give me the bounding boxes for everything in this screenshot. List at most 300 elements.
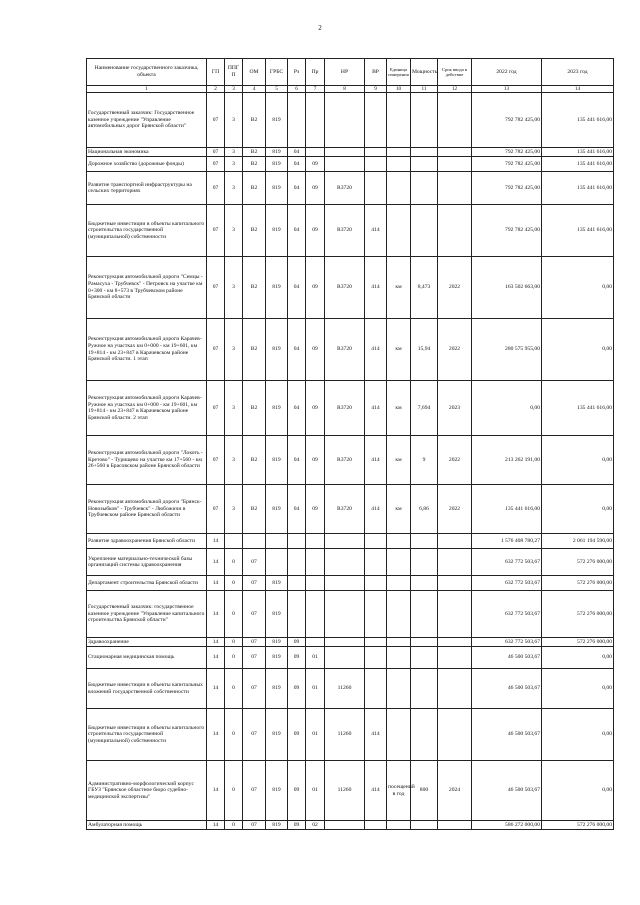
table-cell: 09: [306, 436, 325, 485]
table-cell: [438, 93, 472, 148]
column-header: 2023 год: [542, 59, 614, 86]
row-name-cell: Укрепление материально-технической базы организаций системы здравоохранения: [87, 549, 207, 576]
header-row: [87, 59, 614, 86]
table-row: [87, 576, 614, 591]
table-cell: 819: [266, 709, 288, 761]
table-cell: 819: [266, 381, 288, 436]
table-cell: 819: [266, 172, 288, 205]
table-row: [87, 709, 614, 761]
table-cell: 07: [207, 319, 225, 381]
column-index-cell: 14: [542, 86, 614, 93]
table-cell: 07: [207, 157, 225, 172]
table-cell: [411, 669, 438, 709]
table-cell: 3: [225, 436, 243, 485]
table-cell: 14: [207, 821, 225, 830]
row-name-cell: Бюджетные инвестиции в объекты капитального строительства государственной (муниципальной) собственности: [87, 709, 207, 761]
table-cell: 07: [207, 205, 225, 257]
table-cell: 135 441 616,00: [542, 205, 614, 257]
row-name-cell: Департамент строительства Брянской области: [87, 576, 207, 591]
table-cell: [325, 591, 365, 638]
table-cell: 632 772 503,67: [472, 549, 542, 576]
table-cell: [387, 549, 411, 576]
table-cell: 02: [306, 821, 325, 830]
table-cell: 46 500 503,67: [472, 709, 542, 761]
table-cell: 3: [225, 148, 243, 157]
table-cell: 09: [288, 669, 306, 709]
budget-table: [86, 58, 614, 830]
table-cell: [306, 549, 325, 576]
table-cell: 07: [243, 647, 266, 669]
table-cell: 0,00: [472, 381, 542, 436]
table-cell: 04: [288, 257, 306, 319]
table-cell: 819: [266, 669, 288, 709]
table-cell: 09: [306, 381, 325, 436]
table-cell: 0,00: [542, 485, 614, 534]
table-cell: 3: [225, 205, 243, 257]
table-cell: 3: [225, 381, 243, 436]
table-cell: [411, 148, 438, 157]
table-cell: 8,473: [411, 257, 438, 319]
table-cell: [411, 549, 438, 576]
column-index-cell: 12: [438, 86, 472, 93]
table-cell: 14: [207, 534, 225, 549]
column-header: Рз: [288, 59, 306, 86]
column-index-cell: 11: [411, 86, 438, 93]
row-name-cell: Реконструкция автомобильной дороги "Семцы - Рамасуха - Трубчевск" - Петровск на участке км 0+300 - км 8+573 в Трубчевском районе Брянской области: [87, 257, 207, 319]
table-cell: 280 575 955,00: [472, 319, 542, 381]
table-cell: [387, 821, 411, 830]
table-cell: 819: [266, 257, 288, 319]
table-cell: 0,00: [542, 436, 614, 485]
table-cell: 0,00: [542, 319, 614, 381]
table-cell: [325, 93, 365, 148]
table-cell: 0: [225, 669, 243, 709]
table-cell: 572 276 000,00: [542, 591, 614, 638]
table-cell: 07: [243, 549, 266, 576]
table-cell: [306, 534, 325, 549]
table-cell: 3: [225, 172, 243, 205]
table-cell: 135 441 616,00: [542, 381, 614, 436]
table-cell: [387, 205, 411, 257]
table-cell: В2: [243, 257, 266, 319]
table-cell: В2: [243, 148, 266, 157]
table-cell: [411, 93, 438, 148]
table-cell: [387, 576, 411, 591]
table-cell: км: [387, 436, 411, 485]
table-cell: 0,00: [542, 257, 614, 319]
table-cell: 2024: [438, 761, 472, 821]
row-name-cell: Административно-морфологический корпус ГБУЗ "Брянское областное бюро судебно-медицинской экспертизы": [87, 761, 207, 821]
table-cell: [411, 576, 438, 591]
table-cell: В2: [243, 157, 266, 172]
table-cell: 792 782 425,00: [472, 148, 542, 157]
table-cell: [387, 647, 411, 669]
column-header: 2022 год: [472, 59, 542, 86]
table-cell: 3: [225, 257, 243, 319]
table-cell: [438, 669, 472, 709]
table-cell: [365, 534, 387, 549]
table-cell: 414: [365, 319, 387, 381]
table-cell: 792 782 425,00: [472, 205, 542, 257]
column-index-cell: 2: [207, 86, 225, 93]
table-cell: [365, 638, 387, 647]
table-row: [87, 205, 614, 257]
table-cell: 07: [207, 436, 225, 485]
table-cell: [306, 93, 325, 148]
table-cell: [306, 576, 325, 591]
table-cell: [365, 576, 387, 591]
table-cell: 3: [225, 157, 243, 172]
table-cell: R3720: [325, 257, 365, 319]
table-cell: [411, 647, 438, 669]
table-cell: [365, 148, 387, 157]
table-cell: 14: [207, 761, 225, 821]
table-cell: 09: [306, 172, 325, 205]
table-cell: 04: [288, 205, 306, 257]
table-cell: 135 441 616,00: [472, 485, 542, 534]
table-cell: [438, 591, 472, 638]
table-cell: 819: [266, 148, 288, 157]
table-cell: км: [387, 257, 411, 319]
table-cell: 414: [365, 436, 387, 485]
table-cell: 07: [207, 93, 225, 148]
table-cell: 07: [243, 638, 266, 647]
table-cell: 14: [207, 591, 225, 638]
table-cell: 07: [243, 709, 266, 761]
table-row: [87, 436, 614, 485]
table-cell: 414: [365, 761, 387, 821]
table-cell: 819: [266, 205, 288, 257]
table-cell: 07: [243, 821, 266, 830]
table-cell: В2: [243, 205, 266, 257]
table-cell: 09: [288, 709, 306, 761]
table-cell: В2: [243, 436, 266, 485]
table-cell: 819: [266, 319, 288, 381]
table-cell: [288, 93, 306, 148]
column-index-cell: 6: [288, 86, 306, 93]
table-cell: км: [387, 319, 411, 381]
table-cell: [438, 576, 472, 591]
column-index-cell: 5: [266, 86, 288, 93]
table-cell: 3: [225, 93, 243, 148]
table-cell: 792 782 425,00: [472, 157, 542, 172]
table-cell: 2 061 194 590,00: [542, 534, 614, 549]
table-cell: 01: [306, 709, 325, 761]
table-row: [87, 381, 614, 436]
table-cell: 09: [288, 761, 306, 821]
table-cell: [387, 709, 411, 761]
table-cell: 0,00: [542, 647, 614, 669]
table-cell: 0,00: [542, 669, 614, 709]
table-cell: 09: [306, 157, 325, 172]
column-header: ВР: [365, 59, 387, 86]
table-cell: 0: [225, 638, 243, 647]
table-cell: 11260: [325, 709, 365, 761]
table-cell: 7,694: [411, 381, 438, 436]
column-header: Наименование государственного заказчика, объекта: [87, 59, 207, 86]
table-cell: В2: [243, 172, 266, 205]
table-cell: [288, 534, 306, 549]
table-cell: [438, 638, 472, 647]
table-cell: R3720: [325, 205, 365, 257]
table-cell: 0: [225, 821, 243, 830]
table-cell: 800: [411, 761, 438, 821]
table-cell: [387, 638, 411, 647]
table-cell: 04: [288, 319, 306, 381]
table-cell: [387, 534, 411, 549]
table-cell: 819: [266, 591, 288, 638]
table-row: [87, 148, 614, 157]
table-cell: [325, 534, 365, 549]
table-cell: [387, 172, 411, 205]
column-index-cell: 3: [225, 86, 243, 93]
table-cell: 07: [243, 591, 266, 638]
table-cell: 9: [411, 436, 438, 485]
table-cell: 2022: [438, 485, 472, 534]
table-cell: 819: [266, 638, 288, 647]
table-cell: 07: [207, 485, 225, 534]
table-cell: 2022: [438, 319, 472, 381]
row-name-cell: Бюджетные инвестиции в объекты капитального строительства государственной (муниципальной) собственности: [87, 205, 207, 257]
table-cell: 04: [288, 485, 306, 534]
table-cell: [266, 534, 288, 549]
table-cell: 14: [207, 576, 225, 591]
table-cell: [225, 534, 243, 549]
table-cell: [411, 709, 438, 761]
table-cell: R3720: [325, 485, 365, 534]
table-cell: [306, 148, 325, 157]
table-cell: 632 772 503,67: [472, 591, 542, 638]
column-header: Единица измерения: [387, 59, 411, 86]
table-cell: [325, 148, 365, 157]
table-cell: [325, 647, 365, 669]
table-cell: [306, 591, 325, 638]
table-cell: [266, 549, 288, 576]
table-cell: 0: [225, 709, 243, 761]
row-name-cell: Государственный заказчик: Государственное казенное учреждение "Управление автомобильных дорог Брянской области": [87, 93, 207, 148]
table-cell: [365, 172, 387, 205]
table-cell: [365, 93, 387, 148]
table-cell: [438, 647, 472, 669]
column-header: ГП: [207, 59, 225, 86]
table-cell: [365, 591, 387, 638]
table-body: [87, 93, 614, 830]
table-cell: 414: [365, 205, 387, 257]
table-cell: [438, 172, 472, 205]
table-cell: 414: [365, 381, 387, 436]
table-cell: 07: [207, 172, 225, 205]
table-row: [87, 257, 614, 319]
table-cell: 135 441 616,00: [542, 157, 614, 172]
table-cell: 819: [266, 761, 288, 821]
table-row: [87, 485, 614, 534]
table-cell: 6,86: [411, 485, 438, 534]
table-cell: 07: [243, 576, 266, 591]
column-index-cell: 10: [387, 86, 411, 93]
table-cell: [365, 647, 387, 669]
table-cell: 572 276 000,00: [542, 821, 614, 830]
table-cell: 0: [225, 576, 243, 591]
table-cell: 792 782 425,00: [472, 93, 542, 148]
table-cell: [288, 576, 306, 591]
table-cell: 819: [266, 576, 288, 591]
row-name-cell: Реконструкция автомобильной дороги "Брянск-Новозыбков" - Трубчевск" - Любожичи в Трубчевском районе Брянской области: [87, 485, 207, 534]
table-cell: [306, 638, 325, 647]
table-cell: [243, 534, 266, 549]
table-cell: 0,00: [542, 761, 614, 821]
table-cell: 46 500 503,67: [472, 669, 542, 709]
table-cell: 3: [225, 485, 243, 534]
table-cell: В2: [243, 93, 266, 148]
table-cell: 213 262 191,00: [472, 436, 542, 485]
table-cell: 46 500 503,67: [472, 647, 542, 669]
table-cell: 792 782 425,00: [472, 172, 542, 205]
table-cell: км: [387, 381, 411, 436]
table-cell: В2: [243, 319, 266, 381]
table-row: [87, 534, 614, 549]
table-cell: [438, 549, 472, 576]
table-cell: 11260: [325, 761, 365, 821]
row-name-cell: Реконструкция автомобильной дороги "Локоть - Кретово" - Турищево на участке км 17+560 - км 26+560 в Брасовском районе Брянской области: [87, 436, 207, 485]
table-cell: 819: [266, 157, 288, 172]
column-index-row: [87, 86, 614, 93]
table-row: [87, 647, 614, 669]
table-cell: В2: [243, 485, 266, 534]
table-cell: 14: [207, 638, 225, 647]
row-name-cell: Дорожное хозяйство (дорожные фонды): [87, 157, 207, 172]
table-row: [87, 591, 614, 638]
row-name-cell: Развитие транспортной инфраструктуры на сельских территориях: [87, 172, 207, 205]
table-cell: 07: [207, 148, 225, 157]
table-cell: 414: [365, 257, 387, 319]
table-cell: 07: [207, 257, 225, 319]
table-cell: [411, 821, 438, 830]
table-row: [87, 821, 614, 830]
table-cell: 01: [306, 761, 325, 821]
table-cell: 04: [288, 381, 306, 436]
table-cell: 14: [207, 647, 225, 669]
table-cell: 0: [225, 591, 243, 638]
column-header: Срок ввода в действие: [438, 59, 472, 86]
table-cell: [325, 157, 365, 172]
table-cell: [365, 821, 387, 830]
table-row: [87, 157, 614, 172]
table-cell: [365, 157, 387, 172]
table-cell: 414: [365, 709, 387, 761]
table-cell: R3720: [325, 172, 365, 205]
table-cell: 414: [365, 485, 387, 534]
table-cell: [438, 148, 472, 157]
table-cell: 09: [306, 205, 325, 257]
table-cell: 819: [266, 436, 288, 485]
column-index-cell: 13: [472, 86, 542, 93]
column-header: ППГ П: [225, 59, 243, 86]
row-name-cell: Амбулаторная помощь: [87, 821, 207, 830]
table-cell: 09: [306, 485, 325, 534]
table-cell: посещений в год: [387, 761, 411, 821]
table-cell: 0: [225, 647, 243, 669]
table-cell: 14: [207, 709, 225, 761]
table-cell: 04: [288, 148, 306, 157]
table-cell: 819: [266, 647, 288, 669]
table-cell: 2023: [438, 381, 472, 436]
table-cell: 135 441 616,00: [542, 148, 614, 157]
table-cell: [387, 148, 411, 157]
table-cell: 04: [288, 157, 306, 172]
table-cell: [387, 591, 411, 638]
row-name-cell: Государственный заказчик: государственное казенное учреждение "Управление капитального строительства Брянской области": [87, 591, 207, 638]
table-cell: R3720: [325, 381, 365, 436]
table-cell: 0,00: [542, 709, 614, 761]
row-name-cell: Развитие здравоохранения Брянской области: [87, 534, 207, 549]
row-name-cell: Бюджетные инвестиции в объекты капитальных вложений государственной собственности: [87, 669, 207, 709]
table-row: [87, 669, 614, 709]
table-cell: [325, 576, 365, 591]
table-cell: 14: [207, 669, 225, 709]
table-row: [87, 549, 614, 576]
table-cell: 2022: [438, 257, 472, 319]
table-cell: 819: [266, 485, 288, 534]
table-cell: 11260: [325, 669, 365, 709]
table-cell: [411, 638, 438, 647]
table-cell: [411, 205, 438, 257]
table-cell: 819: [266, 821, 288, 830]
table-cell: [411, 172, 438, 205]
table-cell: 01: [306, 647, 325, 669]
row-name-cell: Реконструкция автомобильной дороги Карачев-Ружное на участках км 0+000 - км 19+601, км 19+814 - км 23+847 в Карачевском районе Брянской области. 2 этап: [87, 381, 207, 436]
table-cell: [411, 157, 438, 172]
table-row: [87, 761, 614, 821]
column-index-cell: 4: [243, 86, 266, 93]
table-cell: 15,94: [411, 319, 438, 381]
table-cell: [438, 534, 472, 549]
table-cell: 46 500 503,67: [472, 761, 542, 821]
table-cell: 0: [225, 761, 243, 821]
table-cell: 135 441 616,00: [542, 93, 614, 148]
table-cell: [387, 669, 411, 709]
table-cell: 632 772 503,67: [472, 638, 542, 647]
column-index-cell: 9: [365, 86, 387, 93]
table-cell: [325, 638, 365, 647]
table-cell: [288, 549, 306, 576]
column-header: Мощность: [411, 59, 438, 86]
table-cell: 572 276 000,00: [542, 549, 614, 576]
table-cell: 07: [243, 761, 266, 821]
table-cell: 09: [306, 319, 325, 381]
table-cell: 3: [225, 319, 243, 381]
table-row: [87, 172, 614, 205]
table-cell: [325, 549, 365, 576]
table-cell: 01: [306, 669, 325, 709]
table-cell: [387, 157, 411, 172]
column-header: ГРБС: [266, 59, 288, 86]
table-cell: [438, 205, 472, 257]
table-cell: 632 772 503,67: [472, 576, 542, 591]
table-cell: В2: [243, 381, 266, 436]
row-name-cell: Стационарная медицинская помощь: [87, 647, 207, 669]
table-cell: 135 441 616,00: [542, 172, 614, 205]
page-number: 2: [318, 24, 322, 32]
table-cell: [438, 709, 472, 761]
column-header: ОМ: [243, 59, 266, 86]
column-index-cell: 1: [87, 86, 207, 93]
table-cell: км: [387, 485, 411, 534]
table-row: [87, 319, 614, 381]
table-cell: [438, 157, 472, 172]
table-cell: 09: [288, 821, 306, 830]
table-cell: 14: [207, 549, 225, 576]
table-row: [87, 638, 614, 647]
